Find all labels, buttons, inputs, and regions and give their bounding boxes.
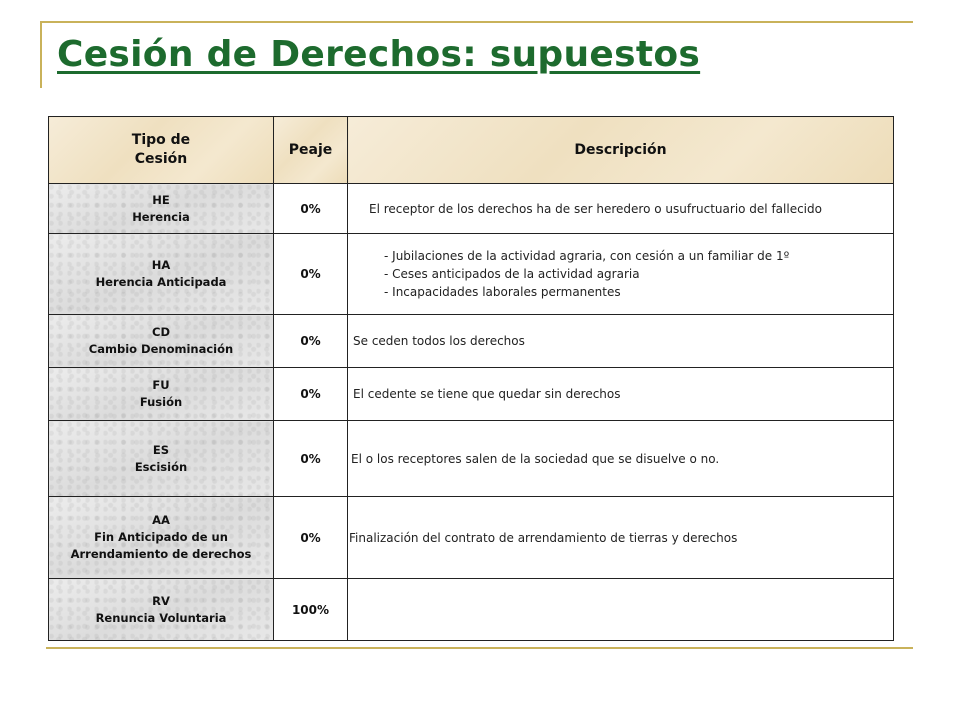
row-descripcion-text: El receptor de los derechos ha de ser heredero o usufructuario del fallecido: [369, 201, 822, 216]
row-type-cell: [49, 497, 274, 579]
table-row: [49, 497, 894, 579]
frame-bottom-line: [46, 647, 913, 649]
row-type-cell: [49, 315, 274, 368]
table-row: [49, 421, 894, 497]
header-descripcion: [348, 117, 894, 184]
row-descripcion: [348, 579, 894, 641]
table-header-row: [49, 117, 894, 184]
list-item: - Ceses anticipados de la actividad agraria: [384, 265, 893, 283]
row-descripcion: [348, 315, 894, 368]
row-type-name: Escisión: [134, 459, 188, 474]
row-descripcion: [348, 421, 894, 497]
table-row: [49, 234, 894, 315]
row-descripcion-text: El cedente se tiene que quedar sin derechos: [353, 387, 621, 401]
row-descripcion: [348, 184, 894, 234]
row-type-cell: [49, 579, 274, 641]
row-peaje: 0%: [274, 315, 348, 368]
row-code: ES: [152, 442, 170, 457]
row-descripcion-list: [348, 247, 893, 301]
table-row: [49, 368, 894, 421]
row-code: CD: [152, 325, 170, 339]
slide-title: Cesión de Derechos: supuestos: [57, 34, 701, 75]
row-type-name-line-1: Fin Anticipado de un: [94, 530, 228, 544]
row-descripcion-text: Finalización del contrato de arrendamiento de tierras y derechos: [349, 530, 738, 545]
row-code: AA: [152, 513, 170, 527]
row-type-cell: [49, 368, 274, 421]
row-descripcion-text: Se ceden todos los derechos: [353, 334, 525, 348]
table-row: [49, 184, 894, 234]
row-code: RV: [152, 593, 170, 608]
row-type-name-line-2: Arrendamiento de derechos: [70, 547, 252, 561]
table-row: [49, 315, 894, 368]
header-descripcion-label: Descripción: [574, 142, 667, 158]
row-type-cell: [49, 234, 274, 315]
row-peaje: 100%: [274, 579, 348, 641]
row-peaje: 0%: [274, 234, 348, 315]
row-descripcion: [348, 234, 894, 315]
cession-table: [48, 116, 894, 641]
row-code: HE: [152, 192, 170, 207]
row-type-name: Renuncia Voluntaria: [95, 610, 227, 625]
row-peaje: 0%: [274, 421, 348, 497]
header-peaje-label: Peaje: [288, 142, 333, 158]
row-peaje: 0%: [274, 497, 348, 579]
frame-top-line: [40, 21, 913, 23]
header-tipo-label: Tipo de Cesión: [131, 132, 191, 167]
header-tipo: [49, 117, 274, 184]
row-type-cell: [49, 184, 274, 234]
list-item: - Incapacidades laborales permanentes: [384, 283, 893, 301]
row-type-name: Herencia: [132, 209, 190, 224]
list-item: - Jubilaciones de la actividad agraria, con cesión a un familiar de 1º: [384, 247, 893, 265]
table-row: [49, 579, 894, 641]
row-type-name: Fusión: [139, 395, 183, 409]
header-peaje: [274, 117, 348, 184]
row-type-name: Herencia Anticipada: [95, 275, 227, 289]
row-code: FU: [152, 378, 170, 392]
row-peaje: 0%: [274, 368, 348, 421]
row-code: HA: [151, 258, 171, 272]
row-type-name: Cambio Denominación: [88, 342, 234, 356]
row-descripcion-text: El o los receptores salen de la sociedad que se disuelve o no.: [351, 451, 720, 466]
row-peaje: 0%: [274, 184, 348, 234]
frame-left-line: [40, 21, 42, 88]
row-type-cell: [49, 421, 274, 497]
row-descripcion: [348, 368, 894, 421]
row-descripcion: [348, 497, 894, 579]
